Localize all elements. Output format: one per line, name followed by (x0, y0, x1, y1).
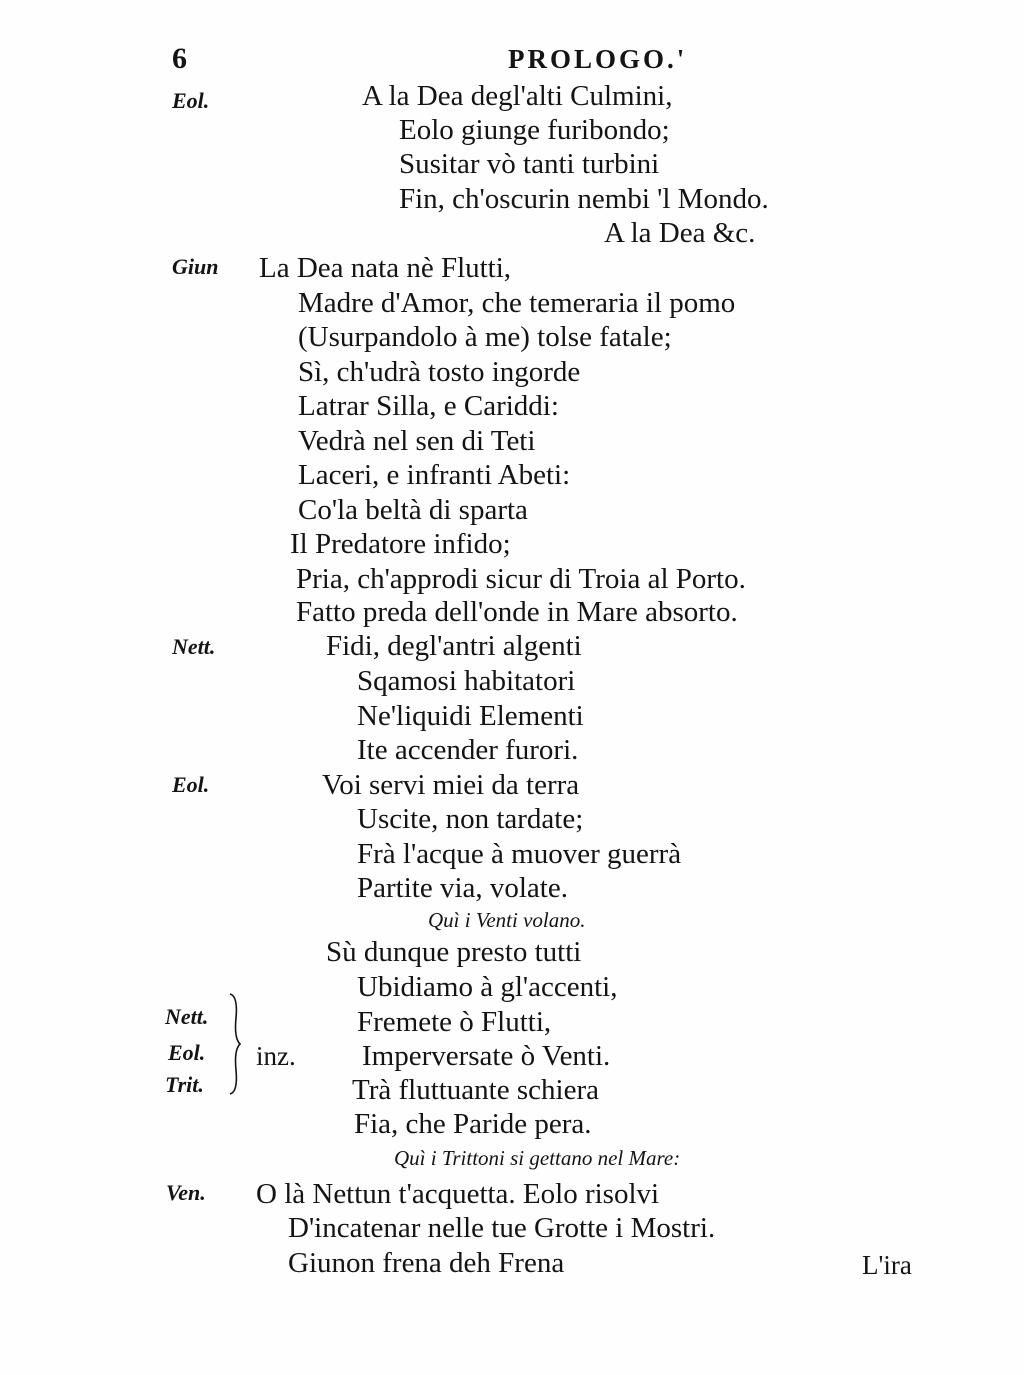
page-number: 6 (172, 42, 187, 75)
speaker-label: Ven. (166, 1180, 206, 1205)
verse-line: A la Dea degl'alti Culmini, (362, 80, 673, 112)
brace-mark (228, 992, 242, 1096)
catchword: L'ira (862, 1250, 912, 1280)
verse-line: Susitar vò tanti turbini (399, 148, 660, 180)
speaker-label: Eol. (172, 772, 210, 797)
speaker-label: Eol. (172, 88, 210, 113)
verse-line: Fremete ò Flutti, (357, 1006, 552, 1038)
verse-line: Trà fluttuante schiera (352, 1074, 599, 1106)
verse-line: Voi servi miei da terra (322, 769, 580, 801)
verse-line: O là Nettun t'acquetta. Eolo risolvi (256, 1178, 660, 1210)
verse-line: Laceri, e infranti Abeti: (298, 459, 571, 491)
verse-line: Fatto preda dell'onde in Mare absorto. (296, 596, 738, 628)
verse-line: A la Dea &c. (604, 217, 756, 249)
stage-direction: Quì i Venti volano. (428, 908, 586, 932)
verse-line: Pria, ch'approdi sicur di Troia al Porto. (296, 563, 746, 595)
verse-line: Sì, ch'udrà tosto ingorde (298, 356, 581, 388)
verse-line: Fia, che Paride pera. (354, 1108, 592, 1140)
verse-line: Latrar Silla, e Cariddi: (298, 390, 559, 422)
verse-line: La Dea nata nè Flutti, (259, 252, 512, 284)
speaker-label: Nett. (172, 634, 216, 659)
running-title: PROLOGO.' (508, 44, 688, 74)
insieme-mark: inz. (256, 1041, 296, 1071)
verse-line: Sqamosi habitatori (357, 665, 576, 697)
verse-line: Vedrà nel sen di Teti (298, 425, 536, 457)
verse-line: Fidi, degl'antri algenti (326, 630, 582, 662)
speaker-label: Eol. (168, 1040, 206, 1065)
verse-line: Frà l'acque à muover guerrà (357, 838, 682, 870)
verse-line: Eolo giunge furibondo; (399, 114, 670, 146)
verse-line: Partite via, volate. (357, 872, 568, 904)
verse-line: Ite accender furori. (357, 734, 579, 766)
verse-line: Imperversate ò Venti. (362, 1040, 611, 1072)
verse-line: Sù dunque presto tutti (326, 936, 582, 968)
verse-line: Uscite, non tardate; (357, 803, 584, 835)
verse-line: Co'la beltà di sparta (298, 494, 528, 526)
verse-line: D'incatenar nelle tue Grotte i Mostri. (288, 1212, 716, 1244)
speaker-label: Trit. (165, 1072, 204, 1097)
verse-line: Ubidiamo à gl'accenti, (357, 971, 618, 1003)
verse-line: Il Predatore infido; (290, 528, 511, 560)
speaker-label: Giun (172, 254, 219, 279)
verse-line: Madre d'Amor, che temeraria il pomo (298, 287, 736, 319)
speaker-label: Nett. (165, 1004, 209, 1029)
verse-line: Fin, ch'oscurin nembi 'l Mondo. (399, 183, 769, 215)
verse-line: (Usurpandolo à me) tolse fatale; (298, 321, 672, 353)
stage-direction: Quì i Trittoni si gettano nel Mare: (394, 1146, 681, 1170)
verse-line: Giunon frena deh Frena (288, 1247, 565, 1279)
verse-line: Ne'liquidi Elementi (357, 700, 584, 732)
